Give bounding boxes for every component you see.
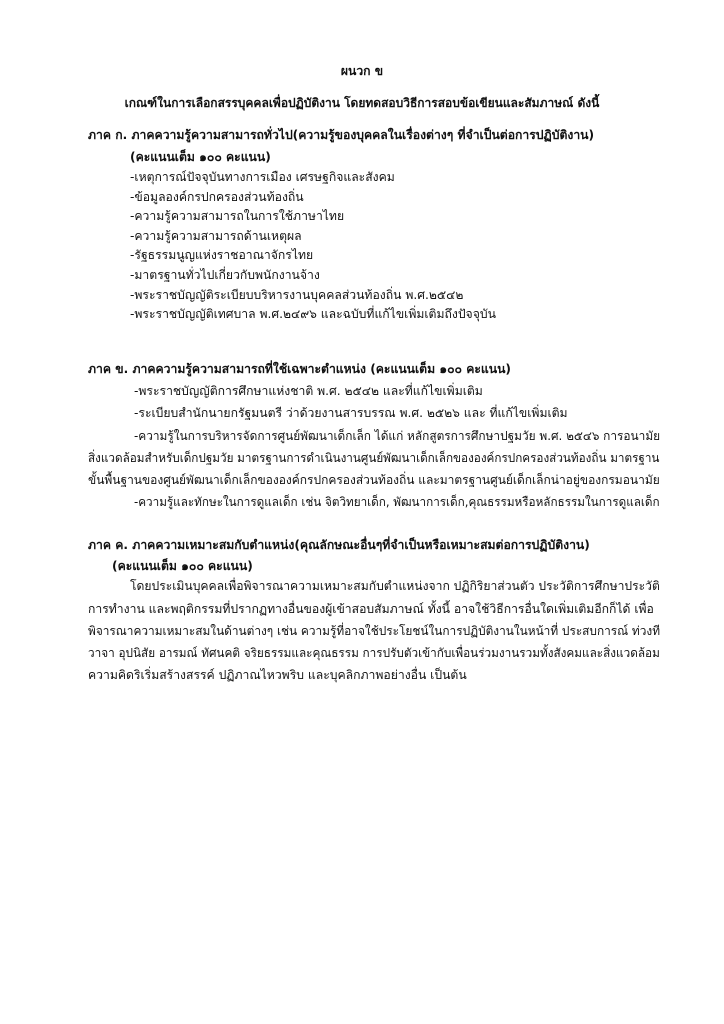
section-b-item: -ระเบียบสำนักนายกรัฐมนตรี ว่าด้วยงานสารบรรณ พ.ศ. ๒๕๒๖ และ ที่แก้ไขเพิ่มเติม bbox=[134, 406, 568, 420]
list-item: -รัฐธรรมนูญแห่งราชอาณาจักรไทย bbox=[130, 248, 314, 263]
section-b-heading: ภาค ข. ภาคความรู้ความสามารถที่ใช้เฉพาะตำแหน่ง (คะแนนเต็ม ๑๐๐ คะแนน) bbox=[88, 362, 511, 376]
section-c-paragraph-line: พิจารณาความเหมาะสมในด้านต่างๆ เช่น ความรู้ที่อาจใช้ประโยชน์ในการปฏิบัติงานในหน้าที่ ประสบการณ์ ท่วงที bbox=[88, 624, 661, 638]
section-b-item-line: ขั้นพื้นฐานของศูนย์พัฒนาเด็กเล็กขององค์กรปกครองส่วนท้องถิ่น และมาตรฐานศูนย์เด็กเล็กน่าอยู่ของกรมอนามัย bbox=[88, 473, 660, 487]
section-c-heading: ภาค ค. ภาคความเหมาะสมกับตำแหน่ง(คุณลักษณะอื่นๆที่จำเป็นหรือเหมาะสมต่อการปฏิบัติงาน) bbox=[88, 538, 590, 552]
section-c-paragraph-line: วาจา อุปนิสัย อารมณ์ ทัศนคติ จริยธรรมและคุณธรรม การปรับตัวเข้ากับเพื่อนร่วมงานรวมทั้งสังคมและสิ่งแวดล้อม bbox=[88, 646, 660, 660]
list-item: -ความรู้ความสามารถในการใช้ภาษาไทย bbox=[130, 209, 345, 224]
section-b-item-line: สิ่งแวดล้อมสำหรับเด็กปฐมวัย มาตรฐานการดำเนินงานศูนย์พัฒนาเด็กเล็กขององค์กรปกครองส่วนท้องถิ่น มาตรฐาน bbox=[88, 451, 660, 465]
section-a-heading: ภาค ก. ภาคความรู้ความสามารถทั่วไป(ความรู้ของบุคคลในเรื่องต่างๆ ที่จำเป็นต่อการปฏิบัติงาน) bbox=[88, 128, 595, 142]
section-b-item: -พระราชบัญญัติการศึกษาแห่งชาติ พ.ศ. ๒๕๔๒ และที่แก้ไขเพิ่มเติม bbox=[134, 384, 483, 398]
section-b-item: -ความรู้และทักษะในการดูแลเด็ก เช่น จิตวิทยาเด็ก, พัฒนาการเด็ก,คุณธรรมหรือหลักธรรมในการดูแลเด็ก bbox=[134, 495, 660, 509]
list-item: -พระราชบัญญัติระเบียบบริหารงานบุคคลส่วนท้องถิ่น พ.ศ.๒๕๔๒ bbox=[130, 287, 464, 302]
document-subtitle: เกณฑ์ในการเลือกสรรบุคคลเพื่อปฏิบัติงาน โดยทดสอบวิธีการสอบข้อเขียนและสัมภาษณ์ ดังนี้ bbox=[124, 96, 600, 110]
document-title: ผนวก ข bbox=[340, 64, 384, 78]
section-a-score: (คะแนนเต็ม ๑๐๐ คะแนน) bbox=[130, 150, 271, 164]
section-c-score: (คะแนนเต็ม ๑๐๐ คะแนน) bbox=[112, 559, 253, 573]
list-item: -พระราชบัญญัติเทศบาล พ.ศ.๒๔๙๖ และฉบับที่แก้ไขเพิ่มเติมถึงปัจจุบัน bbox=[130, 307, 496, 322]
section-c-paragraph-line: การทำงาน และพฤติกรรมที่ปรากฏทางอื่นของผู้เข้าสอบสัมภาษณ์ ทั้งนี้ อาจใช้วิธีการอื่นใดเพิ่มเติมอีกก็ได้ เพื่อ bbox=[88, 602, 654, 616]
list-item: -เหตุการณ์ปัจจุบันทางการเมือง เศรษฐกิจและสังคม bbox=[130, 170, 395, 184]
section-a-list bbox=[130, 168, 496, 325]
section-b-item-line: -ความรู้ในการบริหารจัดการศูนย์พัฒนาเด็กเล็ก ได้แก่ หลักสูตรการศึกษาปฐมวัย พ.ศ. ๒๕๔๖ การอนามัย bbox=[134, 429, 661, 443]
list-item: -มาตรฐานทั่วไปเกี่ยวกับพนักงานจ้าง bbox=[130, 267, 320, 282]
section-c-paragraph-line: ความคิดริเริ่มสร้างสรรค์ ปฏิภาณไหวพริบ และบุคลิกภาพอย่างอื่น เป็นต้น bbox=[88, 668, 467, 682]
list-item: -ข้อมูลองค์กรปกครองส่วนท้องถิ่น bbox=[130, 189, 304, 204]
section-c-paragraph-line: โดยประเมินบุคคลเพื่อพิจารณาความเหมาะสมกับตำแหน่งจาก ปฏิกิริยาส่วนตัว ประวัติการศึกษาประวัติ bbox=[130, 579, 660, 593]
list-item: -ความรู้ความสามารถด้านเหตุผล bbox=[130, 228, 302, 243]
